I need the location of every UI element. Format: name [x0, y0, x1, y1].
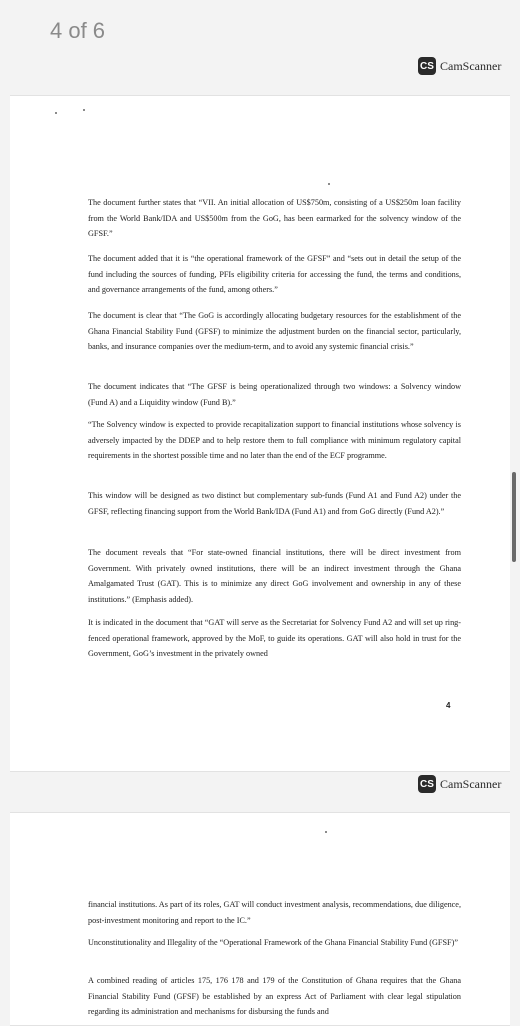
scan-speck [325, 831, 327, 833]
section-heading: Unconstitutionality and Illegality of the “Operational Framework of the Ghana Financial Stability Fund (GFSF)” [88, 938, 458, 947]
paragraph: The document further states that “VII. An initial allocation of US$750m, consisting of a US$250m loan facility from the World Bank/IDA and US$500m from the GoG, has been earmarked for the solvency window of the GFSF.” [88, 198, 461, 238]
page-counter: 4 of 6 [50, 18, 106, 43]
document-page-4 [10, 95, 510, 772]
scan-speck [55, 112, 57, 114]
camscanner-logo-icon: CS [418, 775, 436, 793]
camscanner-label: CamScanner [440, 776, 502, 791]
page-number: 4 [446, 701, 451, 710]
paragraph: The document reveals that “For state-owned financial institutions, there will be direct investment from Government. With privately owned institutions, there will be an indirect investment through the Ghana Amalgamated Trust (GAT). This is to minimize any direct GoG involvement and ownership in any of these institutions.” (Emphasis added). [88, 548, 461, 604]
document-page-5 [10, 812, 510, 1026]
camscanner-badge-bottom [418, 775, 501, 793]
scan-speck [328, 183, 330, 185]
paragraph: A combined reading of articles 175, 176 178 and 179 of the Constitution of Ghana requires that the Ghana Financial Stability Fund (GFSF) be established by an express Act of Parliament with clear legal stipulation regarding its administration and mechanisms for disbursing the funds and [88, 976, 461, 1016]
paragraph: “The Solvency window is expected to provide recapitalization support to financial institutions whose solvency is adversely impacted by the DDEP and to help restore them to full compliance with minimum regulatory capital requirements in the shortest possible time and no later than the end of the ECF programme. [88, 420, 461, 460]
paragraph: The document added that it is “the operational framework of the GFSF” and “sets out in detail the setup of the fund including the sources of funding, PFIs eligibility criteria for accessing the fund, the terms and conditions, and governance arrangements of the fund, among others.” [88, 254, 461, 294]
camscanner-logo-icon: CS [418, 57, 436, 75]
paragraph: financial institutions. As part of its roles, GAT will conduct investment analysis, recommendations, due diligence, post-investment monitoring and report to the IC.” [88, 900, 461, 925]
scan-speck [83, 109, 85, 111]
paragraph: The document is clear that “The GoG is accordingly allocating budgetary resources for the establishment of the Ghana Financial Stability Fund (GFSF) to minimize the adjustment burden on the financial sector, particularly, banks, and insurance companies over the medium-term, and to avoid any systemic financial crisis.” [88, 311, 461, 351]
camscanner-label: CamScanner [440, 58, 502, 73]
paragraph: The document indicates that “The GFSF is being operationalized through two windows: a Solvency window (Fund A) and a Liquidity window (Fund B).” [88, 382, 461, 407]
paragraph: This window will be designed as two distinct but complementary sub-funds (Fund A1 and Fund A2) under the GFSF, reflecting financing support from the World Bank/IDA (Fund A1) and from GoG directly (Fund A2).” [88, 491, 461, 516]
scrollbar-thumb[interactable] [512, 472, 516, 562]
camscanner-badge-top [418, 57, 501, 75]
paragraph: It is indicated in the document that “GAT will serve as the Secretariat for Solvency Fund A2 and will set up ring-fenced operational framework, approved by the MoF, to guide its operations. GAT will also hold in trust for the Government, GoG’s investment in the privately owned [88, 618, 461, 658]
